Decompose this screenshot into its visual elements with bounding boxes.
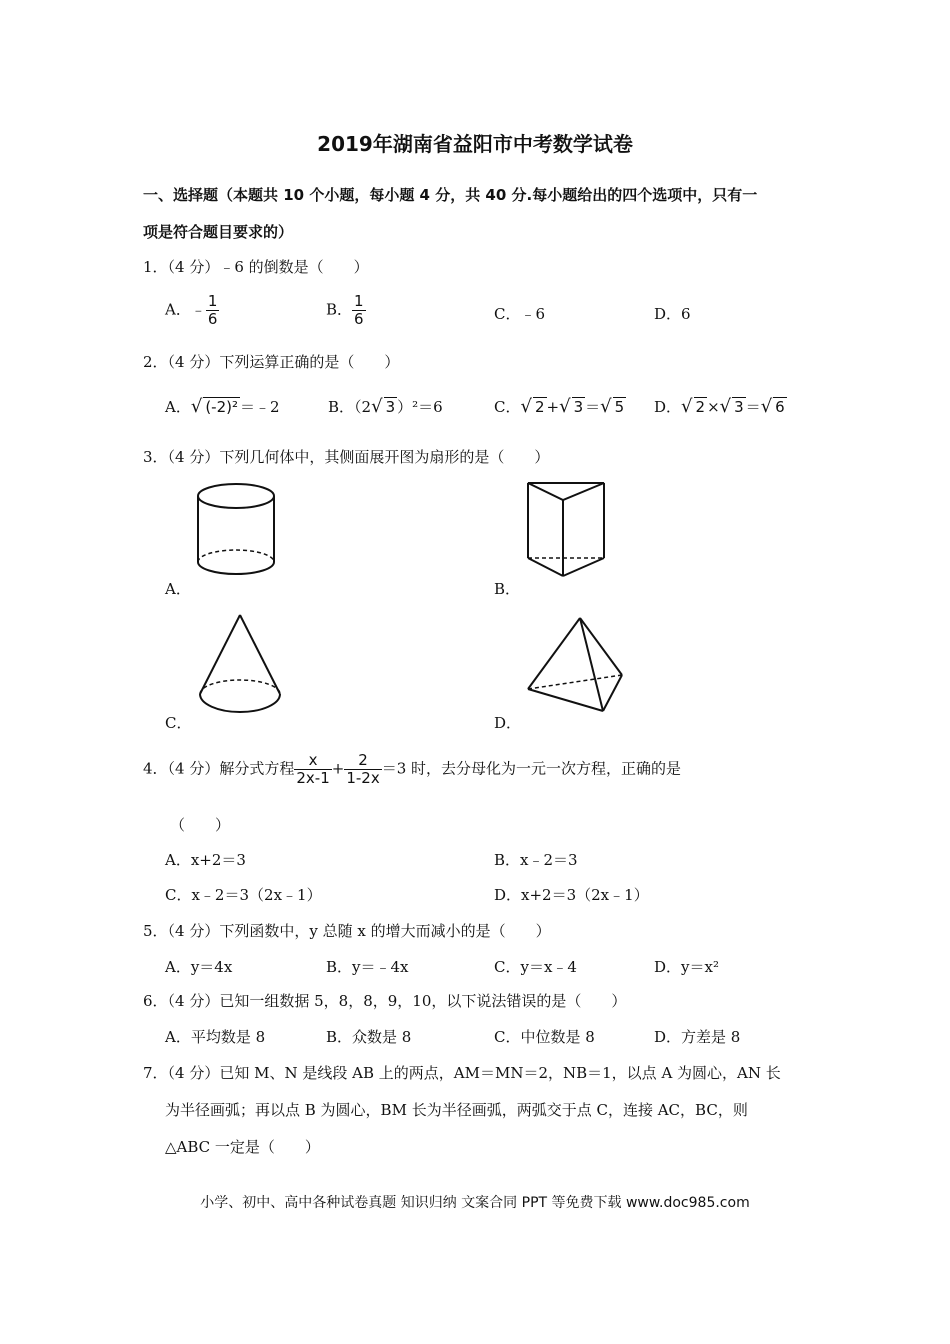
triangular-prism-figure: [525, 480, 607, 580]
q2-d-radicand-1: 2: [695, 398, 706, 416]
q2-d-equals: ＝: [745, 398, 761, 416]
radical-icon: √: [681, 396, 693, 417]
radical-icon: √: [600, 396, 612, 417]
radical-icon: √: [520, 396, 532, 417]
q3-option-a: A．: [165, 580, 191, 598]
q1-option-d: D．6: [654, 305, 691, 323]
radical-icon: √: [760, 396, 773, 417]
q6-option-a: A．平均数是 8: [165, 1028, 266, 1046]
radical-icon: √: [190, 396, 203, 417]
q7-line3: △ABC 一定是（ ）: [165, 1138, 320, 1156]
q4-fraction-1: [294, 752, 331, 787]
radical-icon: √: [371, 396, 383, 417]
q6-option-c: C．中位数是 8: [494, 1028, 595, 1046]
q2-c-radicand-3: 5: [614, 398, 625, 416]
q1-b-fraction: [352, 293, 366, 328]
cylinder-figure: [195, 482, 277, 582]
q4-stem-pre: 4．（4 分）解分式方程: [143, 759, 295, 778]
q4-option-c: C．x﹣2＝3（2x﹣1）: [165, 886, 322, 904]
q2-c-equals: ＝: [585, 398, 601, 416]
q4-f2-denominator: 1-2x: [346, 769, 380, 787]
q2-option-b: [328, 396, 443, 417]
q4-f2-numerator: 2: [344, 752, 381, 770]
q4-option-a: A．x+2＝3: [165, 851, 246, 869]
q4-stem-post: ＝3 时，去分母化为一元一次方程，正确的是: [381, 759, 682, 778]
page-title: 2019年湖南省益阳市中考数学试卷: [317, 132, 633, 156]
q1-a-fraction: [206, 293, 220, 328]
q7-line1: 7．（4 分）已知 M、N 是线段 AB 上的两点，AM＝MN＝2，NB＝1，以点 A 为圆心，AN 长: [143, 1064, 781, 1082]
q2-b-radicand: 3: [385, 398, 396, 416]
q1-stem: 1．（4 分）﹣6 的倒数是（ ）: [143, 258, 369, 276]
q5-option-c: C．y＝x﹣4: [494, 958, 577, 976]
q1-a-sign: ﹣: [190, 300, 206, 319]
q2-b-rest: ）²＝6: [397, 398, 443, 416]
q3-stem: 3．（4 分）下列几何体中，其侧面展开图为扇形的是（ ）: [143, 448, 550, 466]
q2-option-a: [165, 396, 280, 417]
q1-b-label: B．: [326, 300, 353, 319]
q4-f1-numerator: x: [294, 752, 331, 770]
q2-option-c: [494, 396, 626, 417]
q6-option-b: B．众数是 8: [326, 1028, 412, 1046]
q5-option-d: D．y＝x²: [654, 958, 719, 976]
q2-a-radicand: (-2)²: [205, 398, 239, 416]
q1-a-numerator: 1: [207, 292, 218, 310]
q6-stem: 6．（4 分）已知一组数据 5，8，8，9，10，以下说法错误的是（ ）: [143, 992, 627, 1010]
q1-a-denominator: 6: [207, 310, 218, 328]
q2-d-radicand-3: 6: [775, 398, 785, 416]
q1-option-a: [165, 293, 219, 328]
footer-text: 小学、初中、高中各种试卷真题 知识归纳 文案合同 PPT 等免费下载 www.doc985.com: [200, 1195, 750, 1211]
q3-option-c: C．: [165, 714, 192, 732]
radical-icon: √: [559, 396, 571, 417]
q1-a-label: A．: [165, 300, 191, 319]
q2-c-label: C．: [494, 398, 521, 416]
q2-b-label: B．（2: [328, 398, 372, 416]
q4-answer-paren: （ ）: [170, 816, 231, 834]
q1-option-c: C．﹣6: [494, 305, 546, 323]
q2-stem: 2．（4 分）下列运算正确的是（ ）: [143, 353, 400, 371]
q4-option-b: B．x﹣2＝3: [494, 851, 578, 869]
q6-option-d: D．方差是 8: [654, 1028, 741, 1046]
q5-stem: 5．（4 分）下列函数中，y 总随 x 的增大而减小的是（ ）: [143, 922, 551, 940]
q2-c-radicand-2: 3: [573, 398, 584, 416]
tetrahedron-figure: [525, 615, 625, 715]
q5-option-b: B．y＝﹣4x: [326, 958, 409, 976]
q5-option-a: A．y＝4x: [165, 958, 233, 976]
q1-option-b: [326, 293, 366, 328]
cone-figure: [197, 612, 283, 716]
section-heading-line1: 一、选择题（本题共 10 个小题，每小题 4 分，共 40 分.每小题给出的四个选项中，只有一: [143, 186, 758, 204]
q3-option-b: B．: [494, 580, 521, 598]
q2-d-radicand-2: 3: [734, 398, 744, 416]
q7-line2: 为半径画弧；再以点 B 为圆心，BM 长为半径画弧，两弧交于点 C，连接 AC，BC，则: [165, 1101, 748, 1119]
q2-c-radicand-1: 2: [534, 398, 545, 416]
q2-c-plus: +: [546, 398, 560, 416]
q2-option-d: [654, 396, 787, 417]
q4-f1-denominator: 2x-1: [296, 769, 330, 787]
q1-b-numerator: 1: [354, 292, 364, 310]
q2-d-label: D．: [654, 398, 682, 416]
q4-option-d: D．x+2＝3（2x﹣1）: [494, 886, 649, 904]
q4-stem: [143, 752, 681, 787]
q2-a-rest: ＝﹣2: [240, 398, 280, 416]
section-heading-line2: 项是符合题目要求的）: [143, 223, 294, 241]
q2-d-times: ×: [707, 398, 720, 416]
q3-option-d: D．: [494, 714, 522, 732]
q2-a-label: A．: [165, 398, 191, 416]
q4-fraction-2: [344, 752, 381, 787]
q4-plus: +: [331, 759, 345, 778]
q1-b-denominator: 6: [354, 310, 364, 328]
radical-icon: √: [719, 396, 732, 417]
